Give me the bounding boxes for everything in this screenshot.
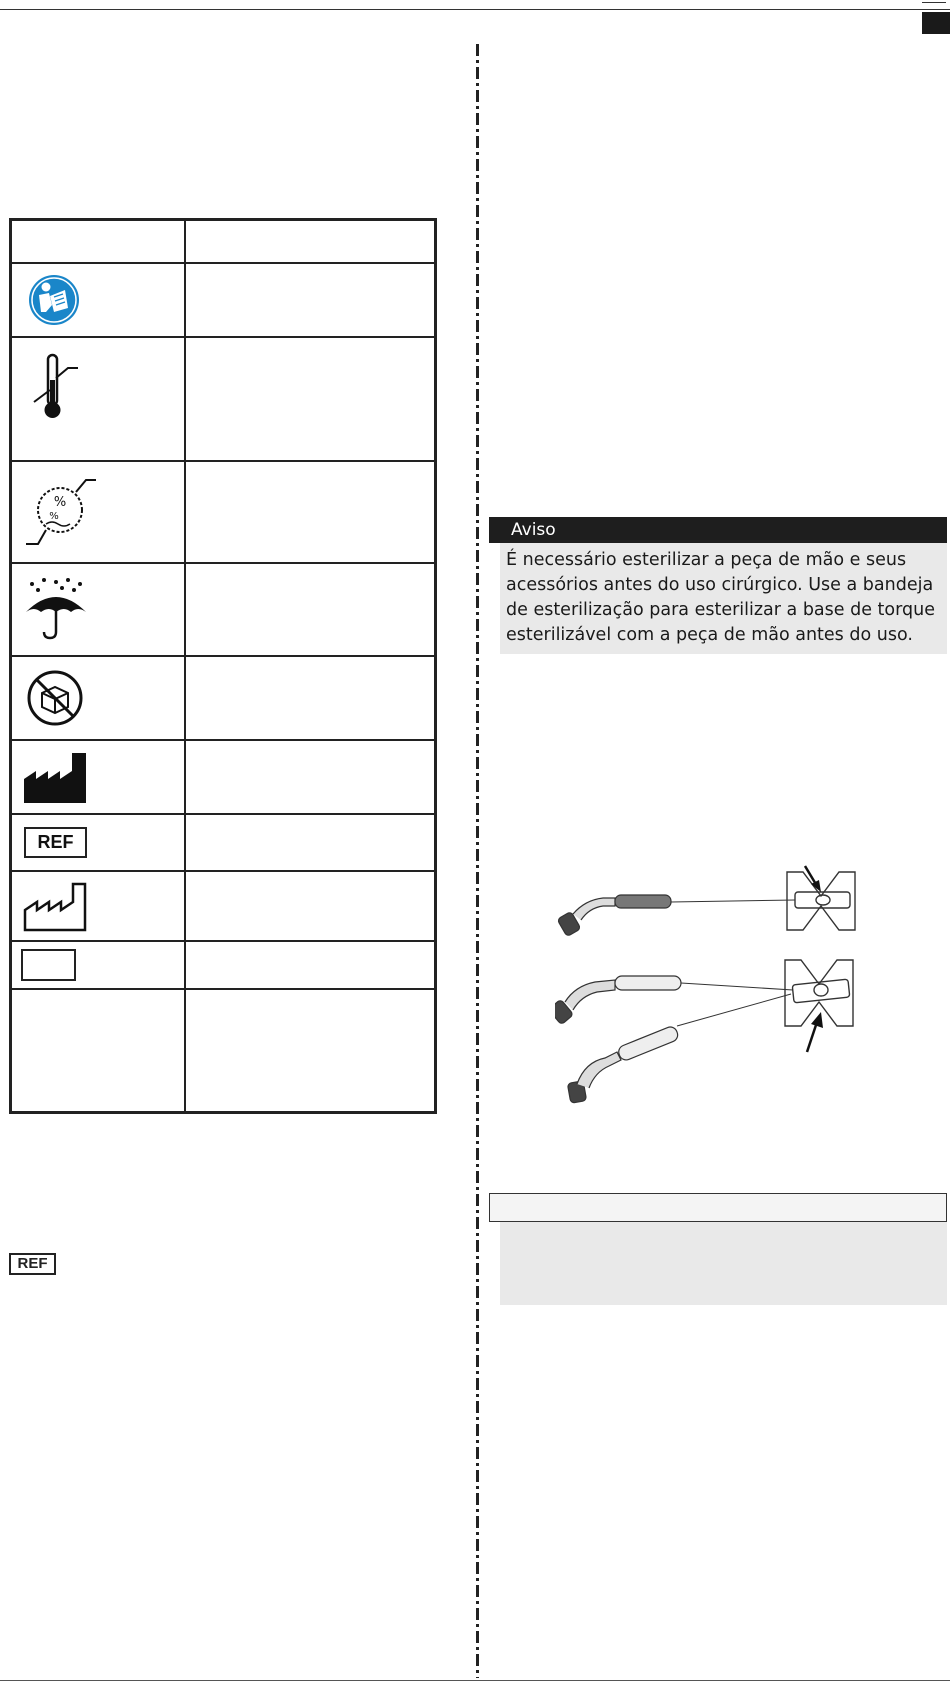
section-tab (922, 12, 950, 34)
table-row (11, 263, 436, 337)
table-row (11, 461, 436, 563)
temperature-limit-icon (28, 350, 88, 430)
do-not-use-if-damaged-icon (24, 667, 86, 729)
warning-title: Aviso (489, 517, 947, 543)
handpiece-sterilization-tray-figure (555, 862, 895, 1124)
handpiece-lower (567, 994, 791, 1103)
lot-box-icon (21, 949, 76, 981)
table-row (11, 814, 436, 871)
symbol-table (9, 218, 437, 1114)
table-row (11, 656, 436, 740)
bottom-rule (0, 1680, 950, 1681)
header-cell-description (185, 220, 436, 263)
note-body (500, 1222, 947, 1305)
tray-holder-upper (787, 872, 855, 930)
keep-dry-icon (22, 574, 92, 644)
arrow-lower (807, 1022, 817, 1052)
handpiece-upper (557, 895, 795, 937)
date-of-manufacture-icon (22, 878, 88, 934)
handpiece-middle (555, 976, 793, 1025)
humidity-limit-icon (24, 472, 104, 552)
top-rule-short (922, 2, 946, 3)
note-box (489, 1193, 947, 1305)
warning-box (489, 517, 947, 654)
top-rule (0, 9, 950, 10)
table-row (11, 871, 436, 941)
ref-label: REF (9, 1253, 56, 1275)
table-row (11, 989, 436, 1113)
table-row (11, 740, 436, 814)
warning-text: É necessário esterilizar a peça de mão e seus acessórios antes do uso cirúrgico. Use a bandeja de esterilização para esterilizar a base de torque esterilizável com a peça de mão antes do uso. (500, 543, 947, 654)
header-cell-symbol (11, 220, 185, 263)
consult-instructions-icon (24, 270, 84, 330)
table-row (11, 337, 436, 461)
column-divider (476, 44, 479, 1678)
svg-text:%: % (49, 510, 59, 522)
note-header (489, 1193, 947, 1222)
ref-catalog-icon: REF (24, 827, 87, 858)
table-row (11, 941, 436, 989)
manufacturer-icon (22, 749, 88, 805)
table-header-row (11, 220, 436, 263)
svg-text:%: % (53, 494, 67, 510)
table-row (11, 563, 436, 656)
